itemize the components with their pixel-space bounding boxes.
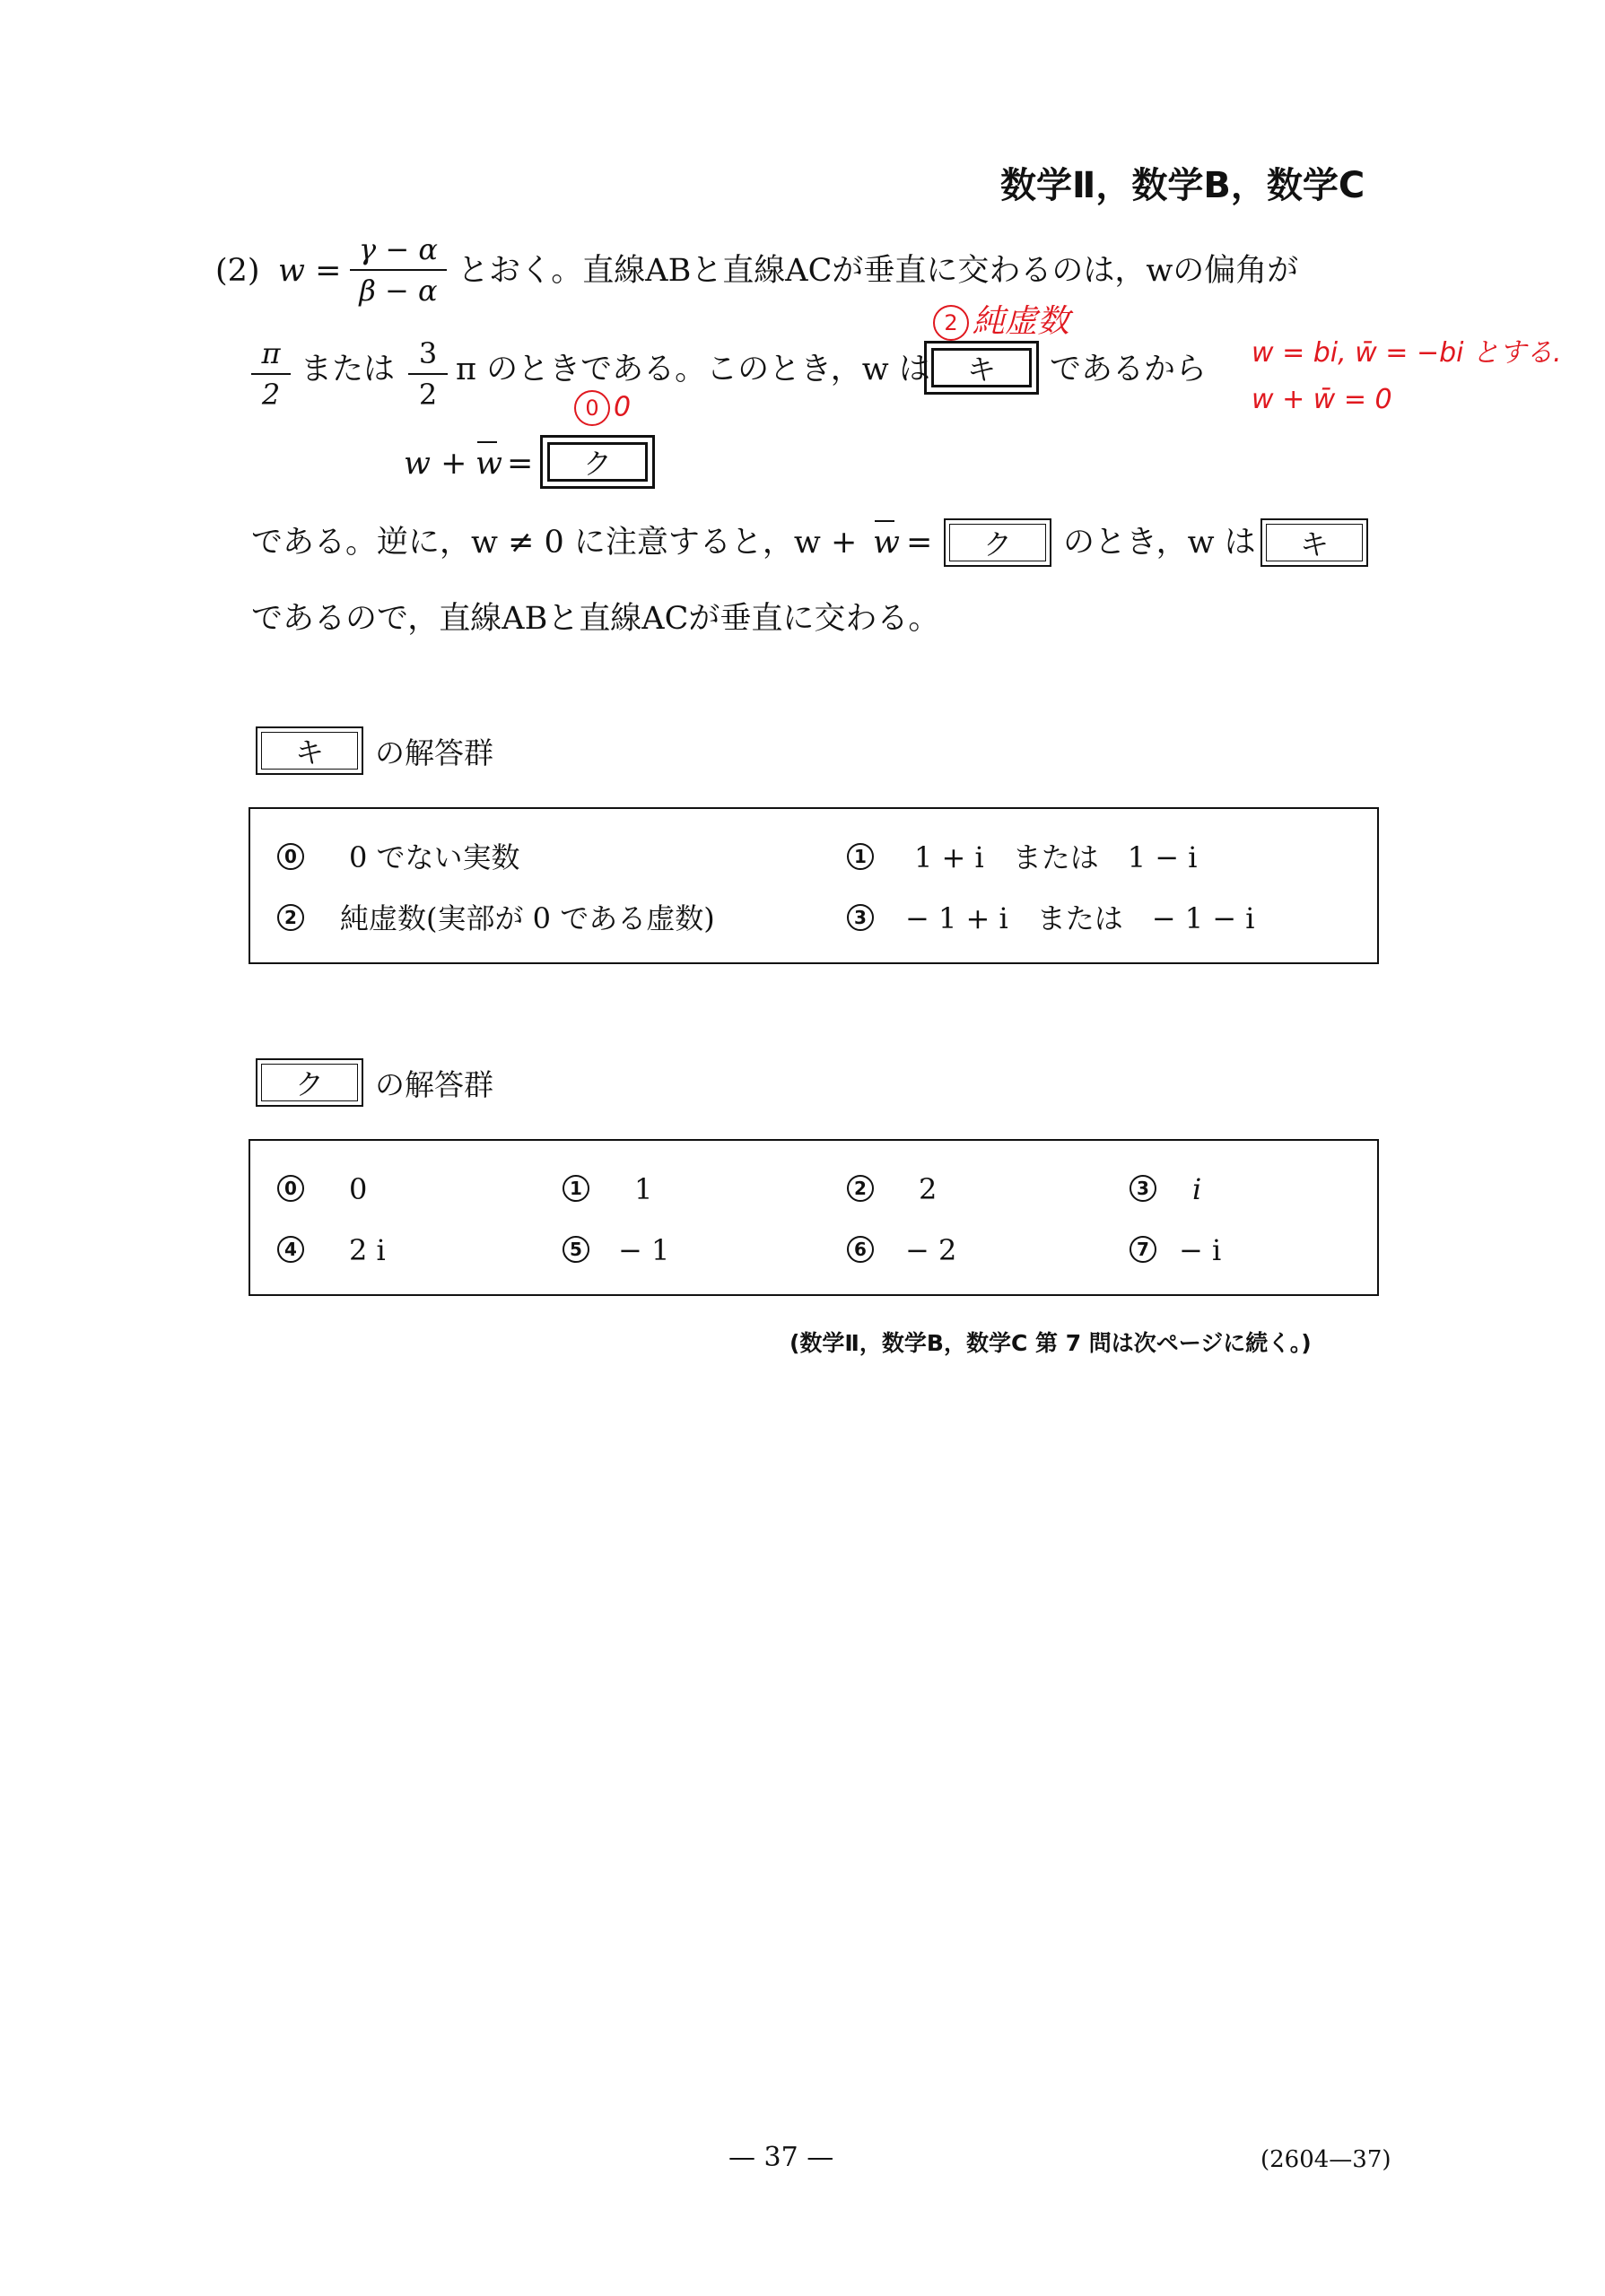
w-conjugate-2: w [873, 525, 900, 561]
w-conjugate: w [475, 446, 502, 482]
ku-option-4-marker: 4 [277, 1236, 304, 1263]
ki-option-2-marker: 2 [277, 904, 304, 931]
w-definition-lhs: w = [278, 253, 342, 289]
problem-label: (2) [215, 253, 260, 289]
handwritten-ki-text: 純虚数 [973, 303, 1070, 340]
page-number: — 37 — [728, 2142, 834, 2173]
ku-option-6-marker: 6 [847, 1236, 874, 1263]
ku-option-0-marker: 0 [277, 1175, 304, 1202]
line2-text: π のときである。このとき，w は [456, 352, 930, 387]
pi-over-2-denominator: 2 [261, 378, 281, 412]
ku-option-1-marker: 1 [563, 1175, 589, 1202]
ku-group-label-box [256, 1058, 363, 1107]
ku-option-2-marker: 2 [847, 1175, 874, 1202]
answer-box-ku-label: ク [582, 447, 612, 481]
ki-option-1-text: 1 + i または 1 − i [914, 840, 1198, 874]
line2-tail: であるから [1050, 352, 1208, 387]
answer-box-ki-ref [1260, 518, 1368, 567]
line4-tail: のとき，w は [1063, 525, 1256, 561]
answer-box-ku-ref [944, 518, 1051, 567]
w-fraction-denominator: β − α [359, 274, 438, 308]
conjugate-bar-2 [875, 520, 894, 522]
ku-options-panel [249, 1139, 1379, 1296]
answer-box-ku[interactable] [540, 435, 655, 489]
three-halves-denominator: 2 [418, 378, 438, 412]
conjugate-bar [477, 441, 497, 443]
ku-option-6-text: − 2 [905, 1233, 957, 1267]
continue-note: (数学Ⅱ，数学B，数学C 第 7 問は次ページに続く。) [789, 1330, 1312, 1356]
handwritten-ki-circle: 2 [933, 305, 969, 341]
ku-option-5-text: − 1 [618, 1233, 670, 1267]
ki-options-panel [249, 807, 1379, 964]
ku-option-5-marker: 5 [563, 1236, 589, 1263]
handwritten-ku-answer [574, 390, 631, 426]
ki-group-label-box [256, 726, 363, 775]
ku-option-2-text: 2 [919, 1172, 938, 1206]
answer-box-ki-label: キ [966, 352, 996, 387]
page-title: 数学Ⅱ，数学B，数学C [1000, 165, 1365, 206]
w-fraction-numerator: γ − α [350, 235, 447, 271]
pi-over-2-numerator: π [251, 339, 291, 375]
ku-option-1-text: 1 [634, 1172, 653, 1206]
ku-option-4-text: 2 i [349, 1233, 386, 1267]
ki-option-0-text: 0 でない実数 [349, 840, 520, 874]
w-fraction [350, 232, 447, 308]
handwritten-note-1: w = bi, w̄ = −bi とする. [1252, 337, 1562, 369]
line5-text: であるので，直線ABと直線ACが垂直に交わる。 [251, 601, 940, 637]
handwritten-ku-circle: 0 [574, 390, 610, 426]
line4-eq: = [906, 525, 933, 561]
three-halves-numerator: 3 [408, 339, 448, 375]
line1-text: とおく。直線ABと直線ACが垂直に交わるのは，wの偏角が [458, 253, 1299, 289]
line3-lhs: w + [404, 446, 467, 482]
ki-option-2-text: 純虚数(実部が 0 である虚数) [340, 901, 715, 935]
handwritten-note-2: w + w̄ = 0 [1252, 384, 1392, 415]
answer-box-ki[interactable] [924, 341, 1039, 395]
answer-box-ku-ref-label: ク [982, 527, 1012, 561]
ki-group-label-box-text: キ [294, 735, 324, 770]
page-code: (2604—37) [1260, 2146, 1391, 2173]
ki-option-1-marker: 1 [847, 843, 874, 870]
ku-option-7-text: − i [1179, 1233, 1222, 1267]
ku-option-0-text: 0 [349, 1172, 368, 1206]
pi-over-2 [251, 336, 291, 412]
line3-eq: = [507, 446, 534, 482]
answer-box-ki-ref-label: キ [1299, 527, 1329, 561]
handwritten-ku-text: 0 [614, 391, 632, 423]
ki-option-0-marker: 0 [277, 843, 304, 870]
ku-group-label: の解答群 [375, 1067, 493, 1102]
ki-option-3-marker: 3 [847, 904, 874, 931]
ku-option-3-text: i [1192, 1172, 1202, 1206]
ku-group-label-box-text: ク [294, 1067, 324, 1101]
ki-option-3-text: − 1 + i または − 1 − i [905, 901, 1255, 935]
ku-option-7-marker: 7 [1130, 1236, 1156, 1263]
ki-group-label: の解答群 [375, 735, 493, 770]
ku-option-3-marker: 3 [1130, 1175, 1156, 1202]
handwritten-ki-answer [933, 296, 1069, 342]
line2-or: または [301, 352, 396, 387]
three-halves [408, 336, 448, 412]
line4-text: である。逆に，w ≠ 0 に注意すると，w + [251, 525, 858, 561]
